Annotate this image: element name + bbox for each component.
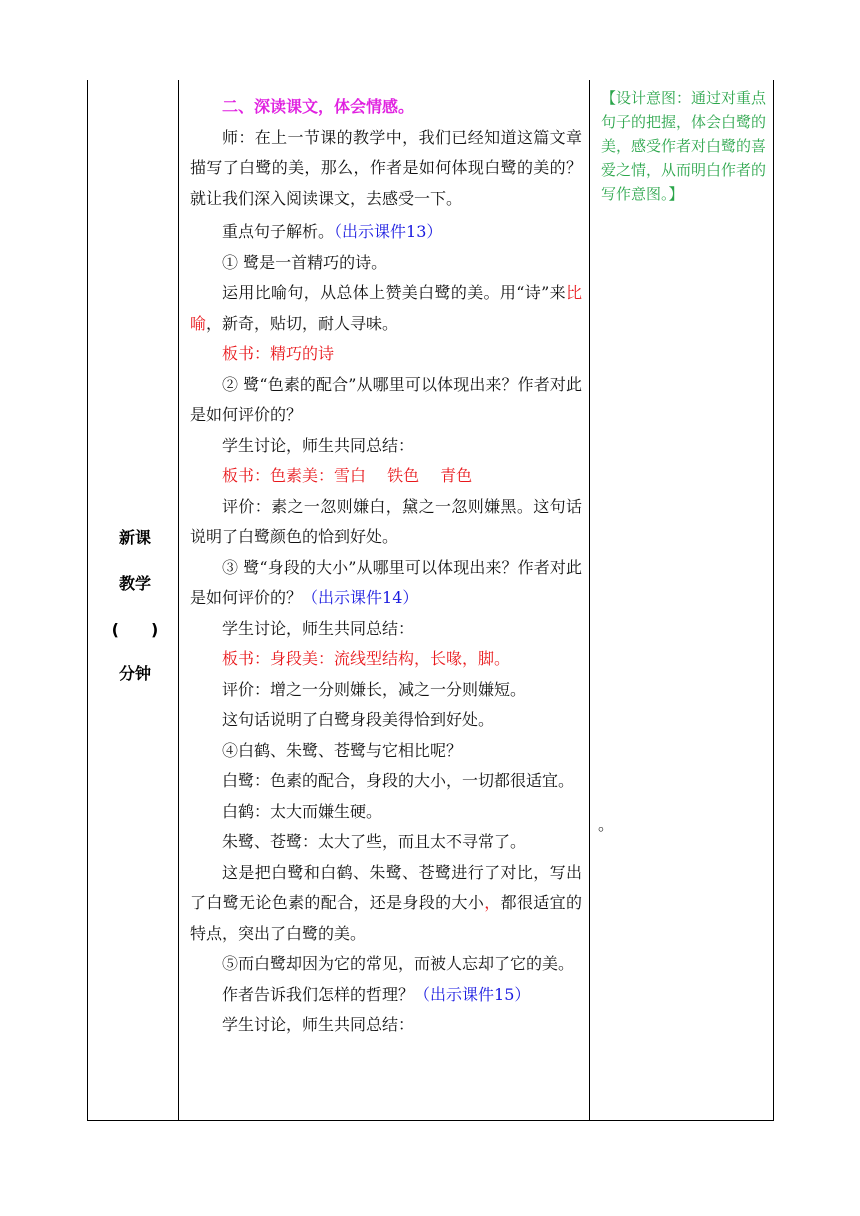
comment-2: 评价：增之一分则嫌长，减之一分则嫌短。 — [222, 679, 527, 699]
comment-1: 评价：素之一忽则嫌白，黛之一忽则嫌黑。这句话说明了白鹭颜色的恰到好处。 — [190, 496, 582, 546]
sentence-1-explanation: 运用比喻句，从总体上赞美白鹭的美。用“诗”来比喻，新奇，贴切，耐人寻味。 — [190, 283, 582, 333]
section-label-line4: 分钟 — [118, 664, 151, 683]
courseware-link-14[interactable]: （出示课件14） — [302, 588, 419, 607]
baihe-description: 白鹤：太大而嫌生硬。 — [222, 801, 383, 821]
discussion-2: 学生讨论，师生共同总结： — [222, 618, 415, 638]
lesson-content — [190, 92, 582, 1041]
zhulu-description: 朱鹭、苍鹭：太大了些，而且太不寻常了。 — [222, 832, 527, 851]
design-intent-note: 【设计意图：通过对重点句子的把握，体会白鹭的美，感受作者对白鹭的喜爱之情，从而明白作者的写作意图。】 — [601, 89, 767, 203]
table-border-left — [87, 80, 88, 1121]
philosophy-question: 作者告诉我们怎样的哲理？（出示课件15） — [222, 984, 531, 1004]
section-label-line1: 新课 — [118, 528, 151, 547]
table-border-right — [773, 80, 774, 1121]
board-note-1: 板书：精巧的诗 — [222, 344, 335, 363]
courseware-link-15[interactable]: （出示课件15） — [414, 984, 531, 1004]
section-label-line2: 教学 — [118, 574, 151, 593]
sentence-4: ④白鹤、朱鹭、苍鹭与它相比呢？ — [222, 740, 463, 760]
table-border-bottom — [87, 1120, 774, 1121]
right-column-period: 。 — [598, 815, 615, 834]
table-divider-2 — [589, 80, 590, 1121]
table-divider-1 — [178, 80, 179, 1121]
comment-2b: 这句话说明了白鹭身段美得恰到好处。 — [222, 710, 495, 729]
discussion-1: 学生讨论，师生共同总结： — [222, 435, 415, 455]
teacher-intro: 师：在上一节课的教学中，我们已经知道这篇文章描写了白鹭的美，那么，作者是如何体现白鹭的美的？就让我们深入阅读课文，去感受一下。 — [190, 127, 582, 208]
comparison-paragraph: 这是把白鹭和白鹤、朱鹭、苍鹭进行了对比，写出了白鹭无论色素的配合，还是身段的大小，都很适宜的特点，突出了白鹭的美。 — [190, 862, 582, 943]
discussion-3: 学生讨论，师生共同总结： — [222, 1015, 415, 1034]
sentence-3: ③ 鹭“身段的大小”从哪里可以体现出来？作者对此是如何评价的？（出示课件14） — [190, 557, 582, 607]
section-label-line3: ( ) — [111, 620, 159, 639]
sentence-5: ⑤而白鹭却因为它的常见，而被人忘却了它的美。 — [222, 954, 575, 973]
board-note-2: 板书：色素美：雪白 铁色 青色 — [222, 466, 473, 485]
sentence-1: ① 鹭是一首精巧的诗。 — [222, 252, 388, 272]
key-sentences-intro: 重点句子解析。（出示课件13） — [222, 222, 443, 241]
sentence-2: ② 鹭“色素的配合”从哪里可以体现出来？作者对此是如何评价的？ — [190, 374, 582, 424]
courseware-link-13[interactable]: （出示课件13） — [334, 222, 443, 241]
board-note-3: 板书：身段美：流线型结构，长喙，脚。 — [222, 649, 511, 668]
section-heading: 二、深读课文，体会情感。 — [222, 97, 415, 116]
bailu-description: 白鹭：色素的配合，身段的大小，一切都很适宜。 — [222, 771, 575, 790]
